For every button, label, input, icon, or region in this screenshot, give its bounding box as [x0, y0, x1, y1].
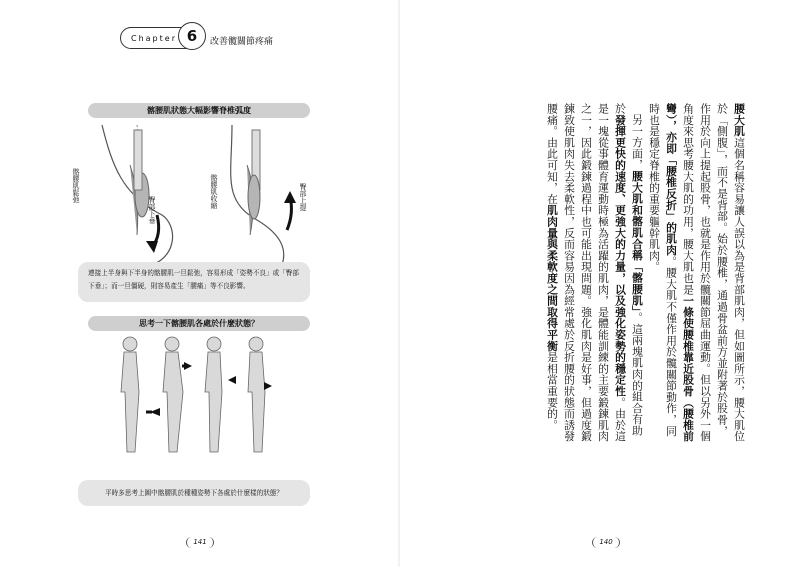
chapter-number: 6: [178, 22, 206, 50]
p2-text-4: 是相當重要的。: [546, 351, 559, 431]
figure2-question: 平時多思考上圖中髂腰肌於種種姿勢下各處於什麼樣的狀態？: [78, 480, 310, 506]
chapter-word: Chapter: [131, 34, 177, 43]
p1-text-2: 。腰大肌不僅作用於髖關節動作，同時也是穩定脊椎的重要軀幹肌肉。: [648, 103, 678, 437]
chapter-title: 改善髖關節疼痛: [210, 37, 274, 47]
page-number-right: 140: [592, 537, 620, 548]
highlight-balance: 肌肉量與柔軟度之間取得平衡: [546, 204, 559, 352]
page-number-left: 141: [186, 537, 214, 548]
body-text: [510, 103, 748, 443]
paragraph-2: [544, 103, 646, 443]
p2-text-1: 另一方面，: [631, 113, 644, 171]
figure1-caption: 連接上半身與下半身的髂腰肌一旦鬆弛，容易形成「姿勢不良」或「臀部下垂」；而一旦僵硬，則容易產生「腰痛」等不良影響。: [78, 262, 310, 302]
p2-text-3: 。由於這是一塊從事體育運動時極為活躍的肌肉，是體能訓練的主要鍛鍊肌肉之一，因此鍛鍊過程中也可能出現問題。強化肌肉是好事，但過度鍛鍊致使肌肉失去柔軟性，反而容易因為經常處於反折腰的狀態而誘發腰痛。由此可知，在: [546, 103, 627, 443]
term-psoas-major: 腰大肌: [733, 103, 746, 137]
label-iliopsoas-loose: 髂腰肌鬆弛: [72, 168, 80, 203]
pelvis-lumbar-illustration: [82, 125, 322, 265]
highlight-speed-power: 發揮更快的速度、更強大的力量，以及強化姿勢的穩定性: [614, 114, 627, 397]
highlight-lumbar-reflex: 一條使腰椎靠近股骨（腰椎前彎），亦即「腰椎反折」的肌肉: [665, 103, 695, 443]
p2-text-2: 。這兩塊肌肉的組合有助於: [614, 103, 644, 437]
highlight-iliopsoas: 腰大肌和髂肌合稱「髂腰肌」: [631, 170, 644, 312]
p1-text-1: 這個名稱容易讓人誤以為是背部肌肉，但如圖所示，腰大肌位於「側腹」，而不是背部。始於腰椎，通過骨盆前方並附著於股骨，作用於向上提起股骨，也就是作用於髖關節屈曲運動。但以另外一個角度來思考腰大肌的功用，腰大肌也是: [682, 103, 746, 443]
paragraph-1: [646, 103, 748, 443]
figure1-title: 髂腰肌狀態大幅影響脊椎弧度: [88, 103, 310, 118]
label-hip-lift: 臀部上提: [299, 183, 307, 211]
label-iliopsoas-tight: 髂腰肌收縮: [210, 174, 218, 209]
posture-figures-illustration: [110, 334, 290, 464]
figure2-title: 思考一下髂腰肌各處於什麼狀態？: [88, 316, 310, 331]
label-hip-drop: 臀部下垂: [148, 196, 156, 224]
